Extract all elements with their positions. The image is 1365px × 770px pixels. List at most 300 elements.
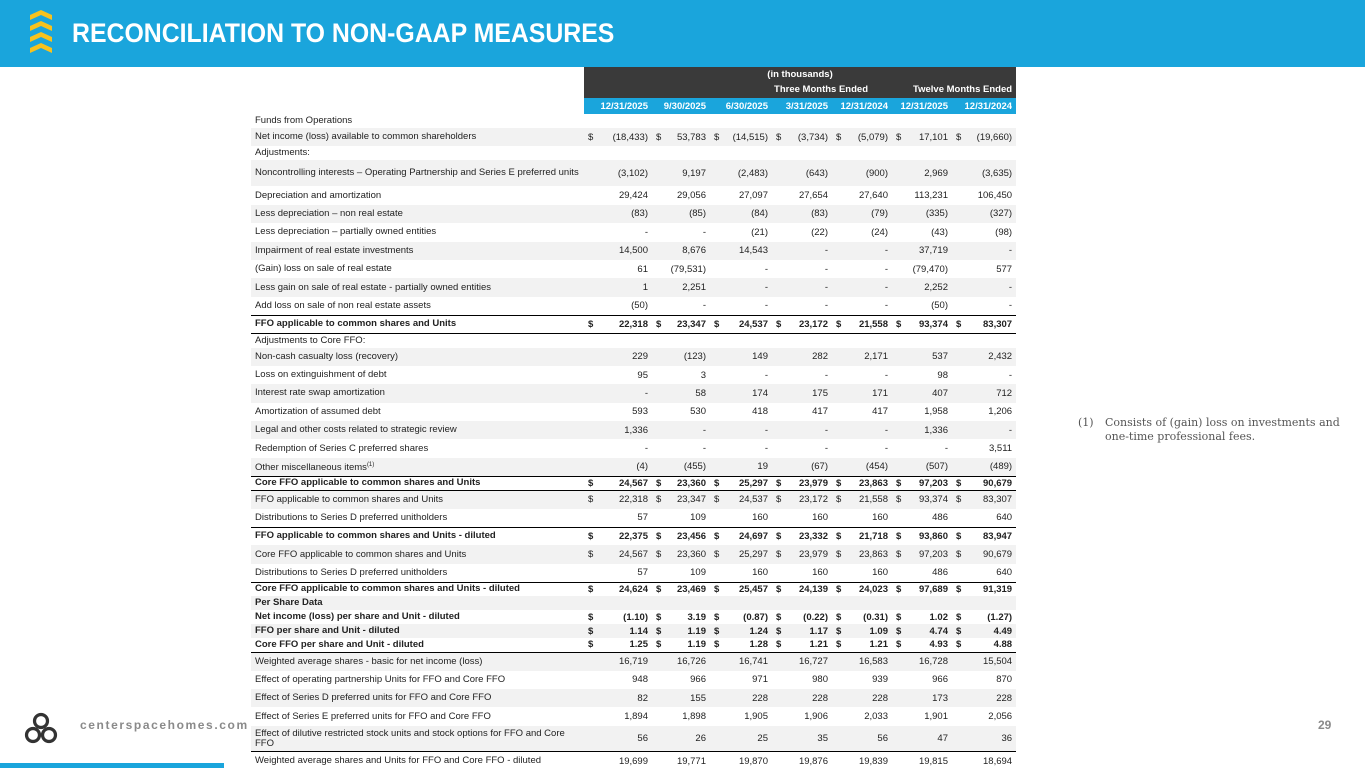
table-row [251,278,1016,296]
row-label: FFO applicable to common shares and Units - diluted [251,527,584,545]
table-cell: $ (3,734) [772,128,832,146]
table-cell: (643) [772,160,832,186]
table-cell: $ 91,319 [952,582,1016,596]
table-cell: 1,206 [988,406,1013,418]
table-row [251,348,1016,366]
table-cell: (84) [710,205,772,223]
table-cell: $ (14,515) [710,128,772,146]
table-row [251,458,1016,476]
table-cell: 971 [752,674,768,686]
table-cell: 61 [637,263,648,275]
table-cell: 160 [752,567,768,579]
table-cell: $ (0.31) [836,611,888,623]
table-cell: - [952,242,1016,260]
table-cell: - [944,443,948,455]
table-cell: 19,839 [832,752,892,770]
table-cell: $ 21,558 [832,315,892,333]
table-cell: 171 [832,384,892,402]
table-row [251,114,1016,128]
table-cell: $ 23,360 [652,476,710,490]
table-cell: 2,252 [892,278,952,296]
table-cell: (79,531) [670,263,706,275]
row-label: Non-cash casualty loss (recovery) [251,348,584,366]
table-cell: $ 23,863 [832,545,892,563]
table-cell [710,334,772,348]
table-cell: (507) [892,458,952,476]
table-cell: (4) [584,458,652,476]
table-cell: 229 [584,348,652,366]
table-row [251,421,1016,439]
table-cell: (327) [952,205,1016,223]
table-row [251,146,1016,160]
table-cell: 1 [584,278,652,296]
table-cell: - [884,263,888,275]
table-cell [952,596,1016,610]
table-cell: 228 [772,689,832,707]
table-cell: $ 23,469 [652,582,710,596]
table-cell: - [1008,300,1013,312]
table-row [251,652,1016,670]
table-cell: $ 22,375 [584,527,652,545]
table-cell [772,334,832,348]
table-cell: $ 93,374 [892,315,952,333]
page-title: RECONCILIATION TO NON-GAAP MEASURES [72,18,615,48]
row-label: Add loss on sale of non real estate assets [255,299,431,311]
table-cell: $ 1.21 [832,638,892,652]
table-cell: $ (0.87) [714,611,768,623]
table-cell: 3 [700,369,706,381]
table-cell: (2,483) [710,160,772,186]
table-cell: - [832,242,892,260]
table-row [251,128,1016,146]
table-cell: 29,056 [676,190,706,202]
table-cell: 2,171 [832,348,892,366]
table-cell: 2,969 [892,160,952,186]
table-cell: $ 1.19 [652,638,710,652]
row-label: Core FFO applicable to common shares and Units [251,545,584,563]
row-label: Redemption of Series C preferred shares [255,442,429,454]
table-cell: 417 [812,406,828,418]
table-cell: (79,470) [912,263,948,275]
table-row [251,384,1016,402]
table-cell: 870 [996,674,1013,686]
table-cell: 19,699 [584,752,652,770]
row-label: Interest rate swap amortization [251,384,584,402]
table-cell: 418 [752,406,768,418]
table-cell: 36 [952,726,1016,752]
table-cell [584,334,652,348]
table-cell: - [832,278,892,296]
table-cell [772,596,832,610]
row-label: Effect of Series D preferred units for FFO and Core FFO [251,689,584,707]
table-cell: (98) [995,226,1013,238]
table-cell: $ 83,307 [952,315,1016,333]
table-cell: - [884,443,888,455]
table-cell: 18,694 [952,752,1016,770]
row-label: Per Share Data [251,596,584,610]
table-row [251,160,1016,186]
row-label: Net income (loss) per share and Unit - diluted [255,611,460,623]
table-cell [652,146,710,160]
table-cell: (22) [811,226,828,238]
table-cell: (83) [584,205,652,223]
table-cell: 14,543 [710,242,772,260]
footnote-text: Consists of (gain) loss on investments and one-time professional fees. [1105,416,1340,443]
table-cell: 113,231 [914,190,948,202]
table-row [251,223,1016,241]
table-cell [892,146,952,160]
table-cell: 27,654 [798,190,828,202]
column-header-date: 6/30/2025 [710,98,772,114]
table-cell: $ 23,332 [772,527,832,545]
table-cell: - [764,369,768,381]
table-row [251,297,1016,315]
table-cell: 56 [584,726,652,752]
column-header-date: 12/31/2025 [584,98,652,114]
table-cell: - [824,300,828,312]
reconciliation-table [251,67,1016,770]
table-cell: $ 24,537 [710,315,772,333]
table-cell: 27,097 [738,190,768,202]
table-cell: $ 1.21 [772,638,832,652]
table-cell: $ 25,457 [710,582,772,596]
table-cell: (335) [892,205,952,223]
table-cell: 16,719 [584,652,652,670]
table-cell [710,146,772,160]
row-label: Core FFO applicable to common shares and Units [251,476,584,490]
table-cell: 282 [772,348,832,366]
table-cell: $ 24,537 [710,490,772,508]
table-cell: $ 23,347 [652,490,710,508]
table-cell: - [884,369,888,381]
row-label: Amortization of assumed debt [255,405,381,417]
table-cell: 2,056 [988,711,1013,723]
row-label: Impairment of real estate investments [251,242,584,260]
table-cell [652,114,710,128]
table-cell: $ 23,360 [652,545,710,563]
page-number: 29 [1318,718,1332,732]
table-row [251,545,1016,563]
table-cell: 106,450 [977,190,1013,202]
table-cell: 2,033 [864,711,888,723]
table-cell [652,334,710,348]
twelve-months-header: Twelve Months Ended [892,81,1016,98]
footnote-marker: (1) [366,462,375,469]
table-cell: $ 24,697 [710,527,772,545]
table-cell: - [772,242,832,260]
table-cell [772,146,832,160]
row-label: Other miscellaneous items$^{(1)}$ [251,458,584,476]
table-cell: - [702,300,706,312]
table-cell: (50) [931,300,948,312]
table-cell: 57 [637,567,648,579]
table-cell: $ 23,979 [772,545,832,563]
row-label: Less depreciation – partially owned entities [255,226,437,238]
table-cell: (123) [652,348,710,366]
table-cell [584,596,652,610]
table-cell: 160 [872,512,888,524]
table-cell: 35 [772,726,832,752]
table-cell: (3,102) [584,160,652,186]
table-cell: - [772,278,832,296]
table-row [251,582,1016,596]
table-cell: 1,898 [682,711,706,723]
table-cell: $ (1.10) [588,611,648,623]
table-cell: $ 22,318 [584,490,652,508]
table-cell: 948 [632,674,648,686]
table-row [251,242,1016,260]
table-row [251,527,1016,545]
row-label: Weighted average shares - basic for net income (loss) [251,652,584,670]
table-cell: (3,635) [952,160,1016,186]
table-cell: (489) [952,458,1016,476]
table-cell: $ 4.88 [952,638,1016,652]
row-label: Core FFO per share and Unit - diluted [251,638,584,652]
table-row [251,596,1016,610]
footnote-number: (1) [1078,416,1094,429]
row-label: Effect of dilutive restricted stock units and stock options for FFO and Core FFO [251,726,584,752]
table-cell: 160 [812,512,828,524]
column-header-date: 12/31/2024 [832,98,892,114]
table-cell: 1,901 [924,711,948,723]
table-cell: 58 [652,384,710,402]
table-cell: 966 [932,674,948,686]
chevrons-logo-icon [30,10,52,54]
table-cell: $ 90,679 [952,545,1016,563]
table-row [251,186,1016,204]
table-row [251,610,1016,624]
column-header-date: 12/31/2025 [892,98,952,114]
table-cell: - [710,421,772,439]
column-header-date: 9/30/2025 [652,98,710,114]
table-cell: $ 23,863 [832,476,892,490]
table-cell: 109 [690,512,706,524]
table-cell: (83) [772,205,832,223]
table-cell: 19,815 [892,752,952,770]
centerspace-logo-icon [24,712,58,746]
table-cell: 19,771 [652,752,710,770]
table-cell: - [702,226,706,238]
row-label: Core FFO applicable to common shares and Units - diluted [251,582,584,596]
table-cell: 407 [892,384,952,402]
table-row [251,671,1016,689]
table-cell: 26 [652,726,710,752]
table-cell: $ 1.14 [584,624,652,638]
table-cell: - [832,421,892,439]
table-cell: $ (0.22) [776,611,828,623]
table-cell: $ 97,689 [892,582,952,596]
table-cell [952,146,1016,160]
table-row [251,476,1016,490]
row-label: Funds from Operations [255,115,353,126]
row-label: Noncontrolling interests – Operating Partnership and Series E preferred units [251,160,584,186]
table-cell: - [772,421,832,439]
row-label: Loss on extinguishment of debt [255,369,387,381]
table-cell: (67) [772,458,832,476]
table-cell: $ 25,297 [710,545,772,563]
table-row [251,689,1016,707]
row-label: FFO applicable to common shares and Units [251,315,584,333]
table-row [251,315,1016,333]
table-cell: 980 [812,674,828,686]
column-header-date: 3/31/2025 [772,98,832,114]
table-cell: (900) [832,160,892,186]
row-label: FFO applicable to common shares and Units [251,490,584,508]
table-cell [952,114,1016,128]
table-cell: 16,726 [652,652,710,670]
table-cell: $ 24,139 [772,582,832,596]
table-cell: 98 [937,369,948,381]
table-cell: - [952,421,1016,439]
table-cell: $ 93,860 [892,527,952,545]
table-cell: $ 83,947 [952,527,1016,545]
three-months-header: Three Months Ended [584,81,892,98]
table-row [251,726,1016,752]
table-cell: $ 24,624 [584,582,652,596]
table-cell: (455) [652,458,710,476]
table-cell: 593 [632,406,648,418]
row-label: Distributions to Series D preferred unitholders [255,566,448,578]
table-cell: $ 83,307 [952,490,1016,508]
table-cell: 640 [996,567,1013,579]
table-cell: - [644,443,648,455]
table-cell: $ 23,172 [772,490,832,508]
table-row [251,334,1016,348]
table-cell: 19 [710,458,772,476]
table-cell: - [702,443,706,455]
table-cell: 37,719 [892,242,952,260]
table-cell: 486 [932,512,948,524]
table-cell: 27,640 [858,190,888,202]
table-cell: 1,894 [624,711,648,723]
table-cell: (79) [832,205,892,223]
table-cell: 174 [710,384,772,402]
row-label: Adjustments: [255,147,310,159]
table-cell: $ 21,718 [832,527,892,545]
table-cell: - [652,421,710,439]
table-cell [832,114,892,128]
table-cell: 160 [872,567,888,579]
table-cell [710,114,772,128]
table-cell: 16,728 [892,652,952,670]
row-label: Weighted average shares and Units for FFO and Core FFO - diluted [251,752,584,770]
table-cell: (454) [832,458,892,476]
row-label: Adjustments to Core FFO: [255,334,366,346]
table-cell: 19,876 [772,752,832,770]
row-label: Effect of Series E preferred units for FFO and Core FFO [255,710,491,722]
table-cell: 56 [832,726,892,752]
row-label: Depreciation and amortization [255,189,382,201]
table-row [251,638,1016,652]
table-cell: $ 97,203 [892,476,952,490]
row-label: Legal and other costs related to strategic review [251,421,584,439]
table-cell [832,146,892,160]
table-cell: 1,906 [804,711,828,723]
table-cell: $ 24,567 [584,476,652,490]
footer-website: centerspacehomes.com [80,718,249,732]
table-cell: 1,905 [744,711,768,723]
table-cell: $ 1.24 [710,624,772,638]
table-cell: 9,197 [652,160,710,186]
table-cell: $ 1.28 [710,638,772,652]
table-cell: $ 90,679 [952,476,1016,490]
table-cell: 1,958 [924,406,948,418]
table-cell: - [644,226,648,238]
table-cell: 712 [952,384,1016,402]
table-cell: 149 [710,348,772,366]
table-cell: $ 1.25 [584,638,652,652]
table-cell: 82 [584,689,652,707]
table-row [251,403,1016,421]
table-row [251,490,1016,508]
table-cell: 228 [952,689,1016,707]
table-cell: 160 [812,567,828,579]
table-cell [584,114,652,128]
table-cell: $ (18,433) [584,128,652,146]
table-cell: 16,583 [832,652,892,670]
table-cell: 2,432 [952,348,1016,366]
table-cell: 16,727 [772,652,832,670]
table-row [251,260,1016,278]
table-cell: 537 [892,348,952,366]
table-row [251,439,1016,457]
table-cell: - [584,384,652,402]
table-row [251,564,1016,582]
table-cell: 57 [637,512,648,524]
table-cell: $ 23,347 [652,315,710,333]
table-cell: $ 1.02 [896,611,948,623]
row-label: Distributions to Series D preferred unitholders [255,511,448,523]
table-cell: 1,336 [892,421,952,439]
table-cell [710,596,772,610]
table-cell: 2,251 [652,278,710,296]
table-cell: 16,741 [710,652,772,670]
table-cell: (43) [931,226,948,238]
table-cell: - [824,443,828,455]
table-cell: 155 [652,689,710,707]
table-cell: $ 24,567 [584,545,652,563]
table-cell: 228 [710,689,772,707]
table-row [251,707,1016,725]
table-cell: $ 24,023 [832,582,892,596]
table-cell: (50) [631,300,648,312]
table-cell: $ 22,318 [584,315,652,333]
table-row [251,366,1016,384]
table-cell: 19,870 [710,752,772,770]
table-cell [892,114,952,128]
table-cell: $ 4.74 [892,624,952,638]
table-cell: - [764,263,768,275]
table-cell: - [824,369,828,381]
table-cell: - [824,263,828,275]
table-row [251,205,1016,223]
table-cell: $ 4.93 [892,638,952,652]
table-row [251,624,1016,638]
table-cell: $ 53,783 [652,128,710,146]
table-cell: $ 17,101 [892,128,952,146]
table-cell: 3,511 [988,443,1013,455]
header-bar [0,0,1365,67]
row-label: Less gain on sale of real estate - partially owned entities [251,278,584,296]
table-cell: 175 [772,384,832,402]
table-cell: 95 [637,369,648,381]
table-cell: - [764,443,768,455]
table-cell: $ 4.49 [952,624,1016,638]
table-cell: - [884,300,888,312]
table-cell: $ 3.19 [656,611,706,623]
table-cell: $ 25,297 [710,476,772,490]
table-cell: 25 [710,726,772,752]
